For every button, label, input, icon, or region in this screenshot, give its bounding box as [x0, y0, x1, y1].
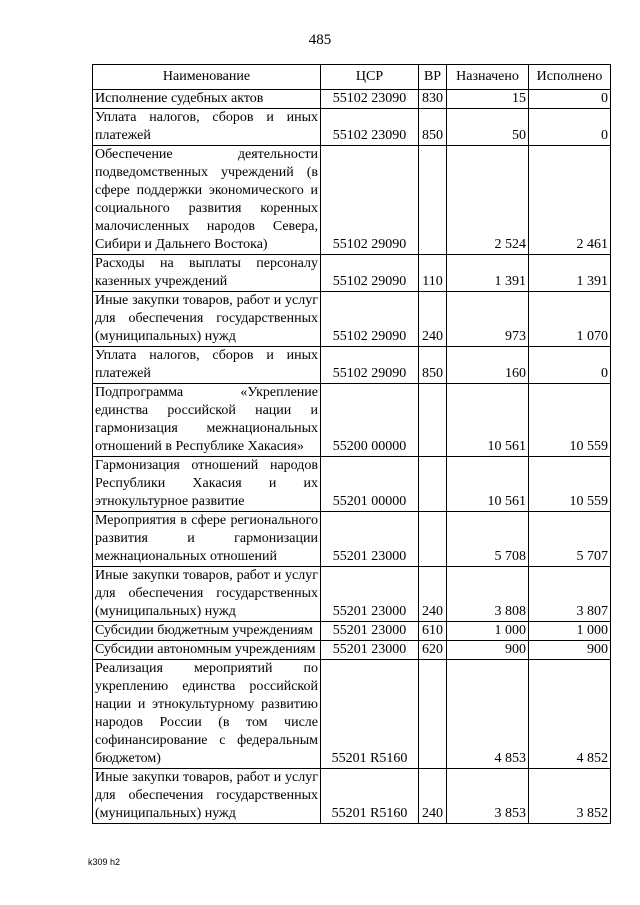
row-executed: 10 559	[529, 384, 611, 457]
row-planned: 3 808	[447, 567, 529, 622]
row-executed: 0	[529, 347, 611, 384]
row-planned: 3 853	[447, 769, 529, 824]
row-csr: 55201 00000	[321, 457, 419, 512]
row-planned: 50	[447, 109, 529, 146]
row-csr: 55102 29090	[321, 292, 419, 347]
row-name: Расходы на выплаты персоналу казенных учреждений	[93, 255, 321, 292]
row-name: Иные закупки товаров, работ и услуг для обеспечения государственных (муниципальных) нужд	[93, 769, 321, 824]
row-csr: 55201 23000	[321, 512, 419, 567]
row-planned: 160	[447, 347, 529, 384]
table-row	[93, 769, 611, 824]
table-row	[93, 255, 611, 292]
table-row	[93, 109, 611, 146]
row-name: Гармонизация отношений народов Республики Хакасия и их этнокультурное развитие	[93, 457, 321, 512]
header-planned: Назначено	[447, 65, 529, 90]
row-csr: 55200 00000	[321, 384, 419, 457]
row-vr	[419, 660, 447, 769]
row-vr	[419, 146, 447, 255]
row-name: Уплата налогов, сборов и иных платежей	[93, 109, 321, 146]
row-executed: 1 000	[529, 622, 611, 641]
row-executed: 3 852	[529, 769, 611, 824]
row-vr: 610	[419, 622, 447, 641]
footer-code: k309 h2	[88, 857, 121, 867]
row-planned: 900	[447, 641, 529, 660]
table-header-row	[93, 65, 611, 90]
row-planned: 1 391	[447, 255, 529, 292]
table-row	[93, 641, 611, 660]
row-planned: 10 561	[447, 384, 529, 457]
table-row	[93, 457, 611, 512]
row-executed: 10 559	[529, 457, 611, 512]
row-vr: 240	[419, 769, 447, 824]
table-row	[93, 292, 611, 347]
table-row	[93, 90, 611, 109]
row-name: Субсидии автономным учреждениям	[93, 641, 321, 660]
row-csr: 55102 29090	[321, 146, 419, 255]
table-row	[93, 347, 611, 384]
row-csr: 55201 R5160	[321, 769, 419, 824]
row-executed: 1 070	[529, 292, 611, 347]
row-planned: 15	[447, 90, 529, 109]
table-row	[93, 622, 611, 641]
row-planned: 4 853	[447, 660, 529, 769]
row-name: Подпрограмма «Укрепление единства российской нации и гармонизация межнациональных отношений в Республике Хакасия»	[93, 384, 321, 457]
budget-table	[92, 64, 611, 824]
row-name: Мероприятия в сфере регионального развития и гармонизации межнациональных отношений	[93, 512, 321, 567]
row-vr: 110	[419, 255, 447, 292]
table-row	[93, 660, 611, 769]
table-row	[93, 567, 611, 622]
row-csr: 55201 23000	[321, 622, 419, 641]
row-planned: 5 708	[447, 512, 529, 567]
row-vr: 620	[419, 641, 447, 660]
row-name: Реализация мероприятий по укреплению единства российской нации и этнокультурному развитию народов России (в том числе софинансирование с федеральным бюджетом)	[93, 660, 321, 769]
page-number: 485	[308, 32, 332, 48]
row-planned: 10 561	[447, 457, 529, 512]
row-planned: 973	[447, 292, 529, 347]
row-executed: 900	[529, 641, 611, 660]
header-csr: ЦСР	[321, 65, 419, 90]
row-executed: 0	[529, 109, 611, 146]
row-csr: 55102 29090	[321, 255, 419, 292]
row-vr: 850	[419, 109, 447, 146]
row-csr: 55102 29090	[321, 347, 419, 384]
row-name: Исполнение судебных актов	[93, 90, 321, 109]
row-csr: 55201 R5160	[321, 660, 419, 769]
table-row	[93, 146, 611, 255]
row-vr: 240	[419, 567, 447, 622]
row-csr: 55102 23090	[321, 90, 419, 109]
row-executed: 1 391	[529, 255, 611, 292]
row-vr	[419, 512, 447, 567]
row-vr	[419, 457, 447, 512]
row-executed: 0	[529, 90, 611, 109]
row-csr: 55201 23000	[321, 567, 419, 622]
table-row	[93, 512, 611, 567]
row-executed: 4 852	[529, 660, 611, 769]
row-vr: 830	[419, 90, 447, 109]
row-name: Субсидии бюджетным учреждениям	[93, 622, 321, 641]
table-row	[93, 384, 611, 457]
row-csr: 55201 23000	[321, 641, 419, 660]
row-vr: 850	[419, 347, 447, 384]
row-planned: 2 524	[447, 146, 529, 255]
row-csr: 55102 23090	[321, 109, 419, 146]
row-name: Обеспечение деятельности подведомственных учреждений (в сфере поддержки экономического и социального развития коренных малочисленных народов Севера, Сибири и Дальнего Востока)	[93, 146, 321, 255]
row-name: Иные закупки товаров, работ и услуг для обеспечения государственных (муниципальных) нужд	[93, 292, 321, 347]
row-planned: 1 000	[447, 622, 529, 641]
header-name: Наименование	[93, 65, 321, 90]
row-name: Уплата налогов, сборов и иных платежей	[93, 347, 321, 384]
row-name: Иные закупки товаров, работ и услуг для обеспечения государственных (муниципальных) нужд	[93, 567, 321, 622]
row-executed: 5 707	[529, 512, 611, 567]
row-executed: 2 461	[529, 146, 611, 255]
row-vr: 240	[419, 292, 447, 347]
header-executed: Исполнено	[529, 65, 611, 90]
row-vr	[419, 384, 447, 457]
header-vr: ВР	[419, 65, 447, 90]
row-executed: 3 807	[529, 567, 611, 622]
